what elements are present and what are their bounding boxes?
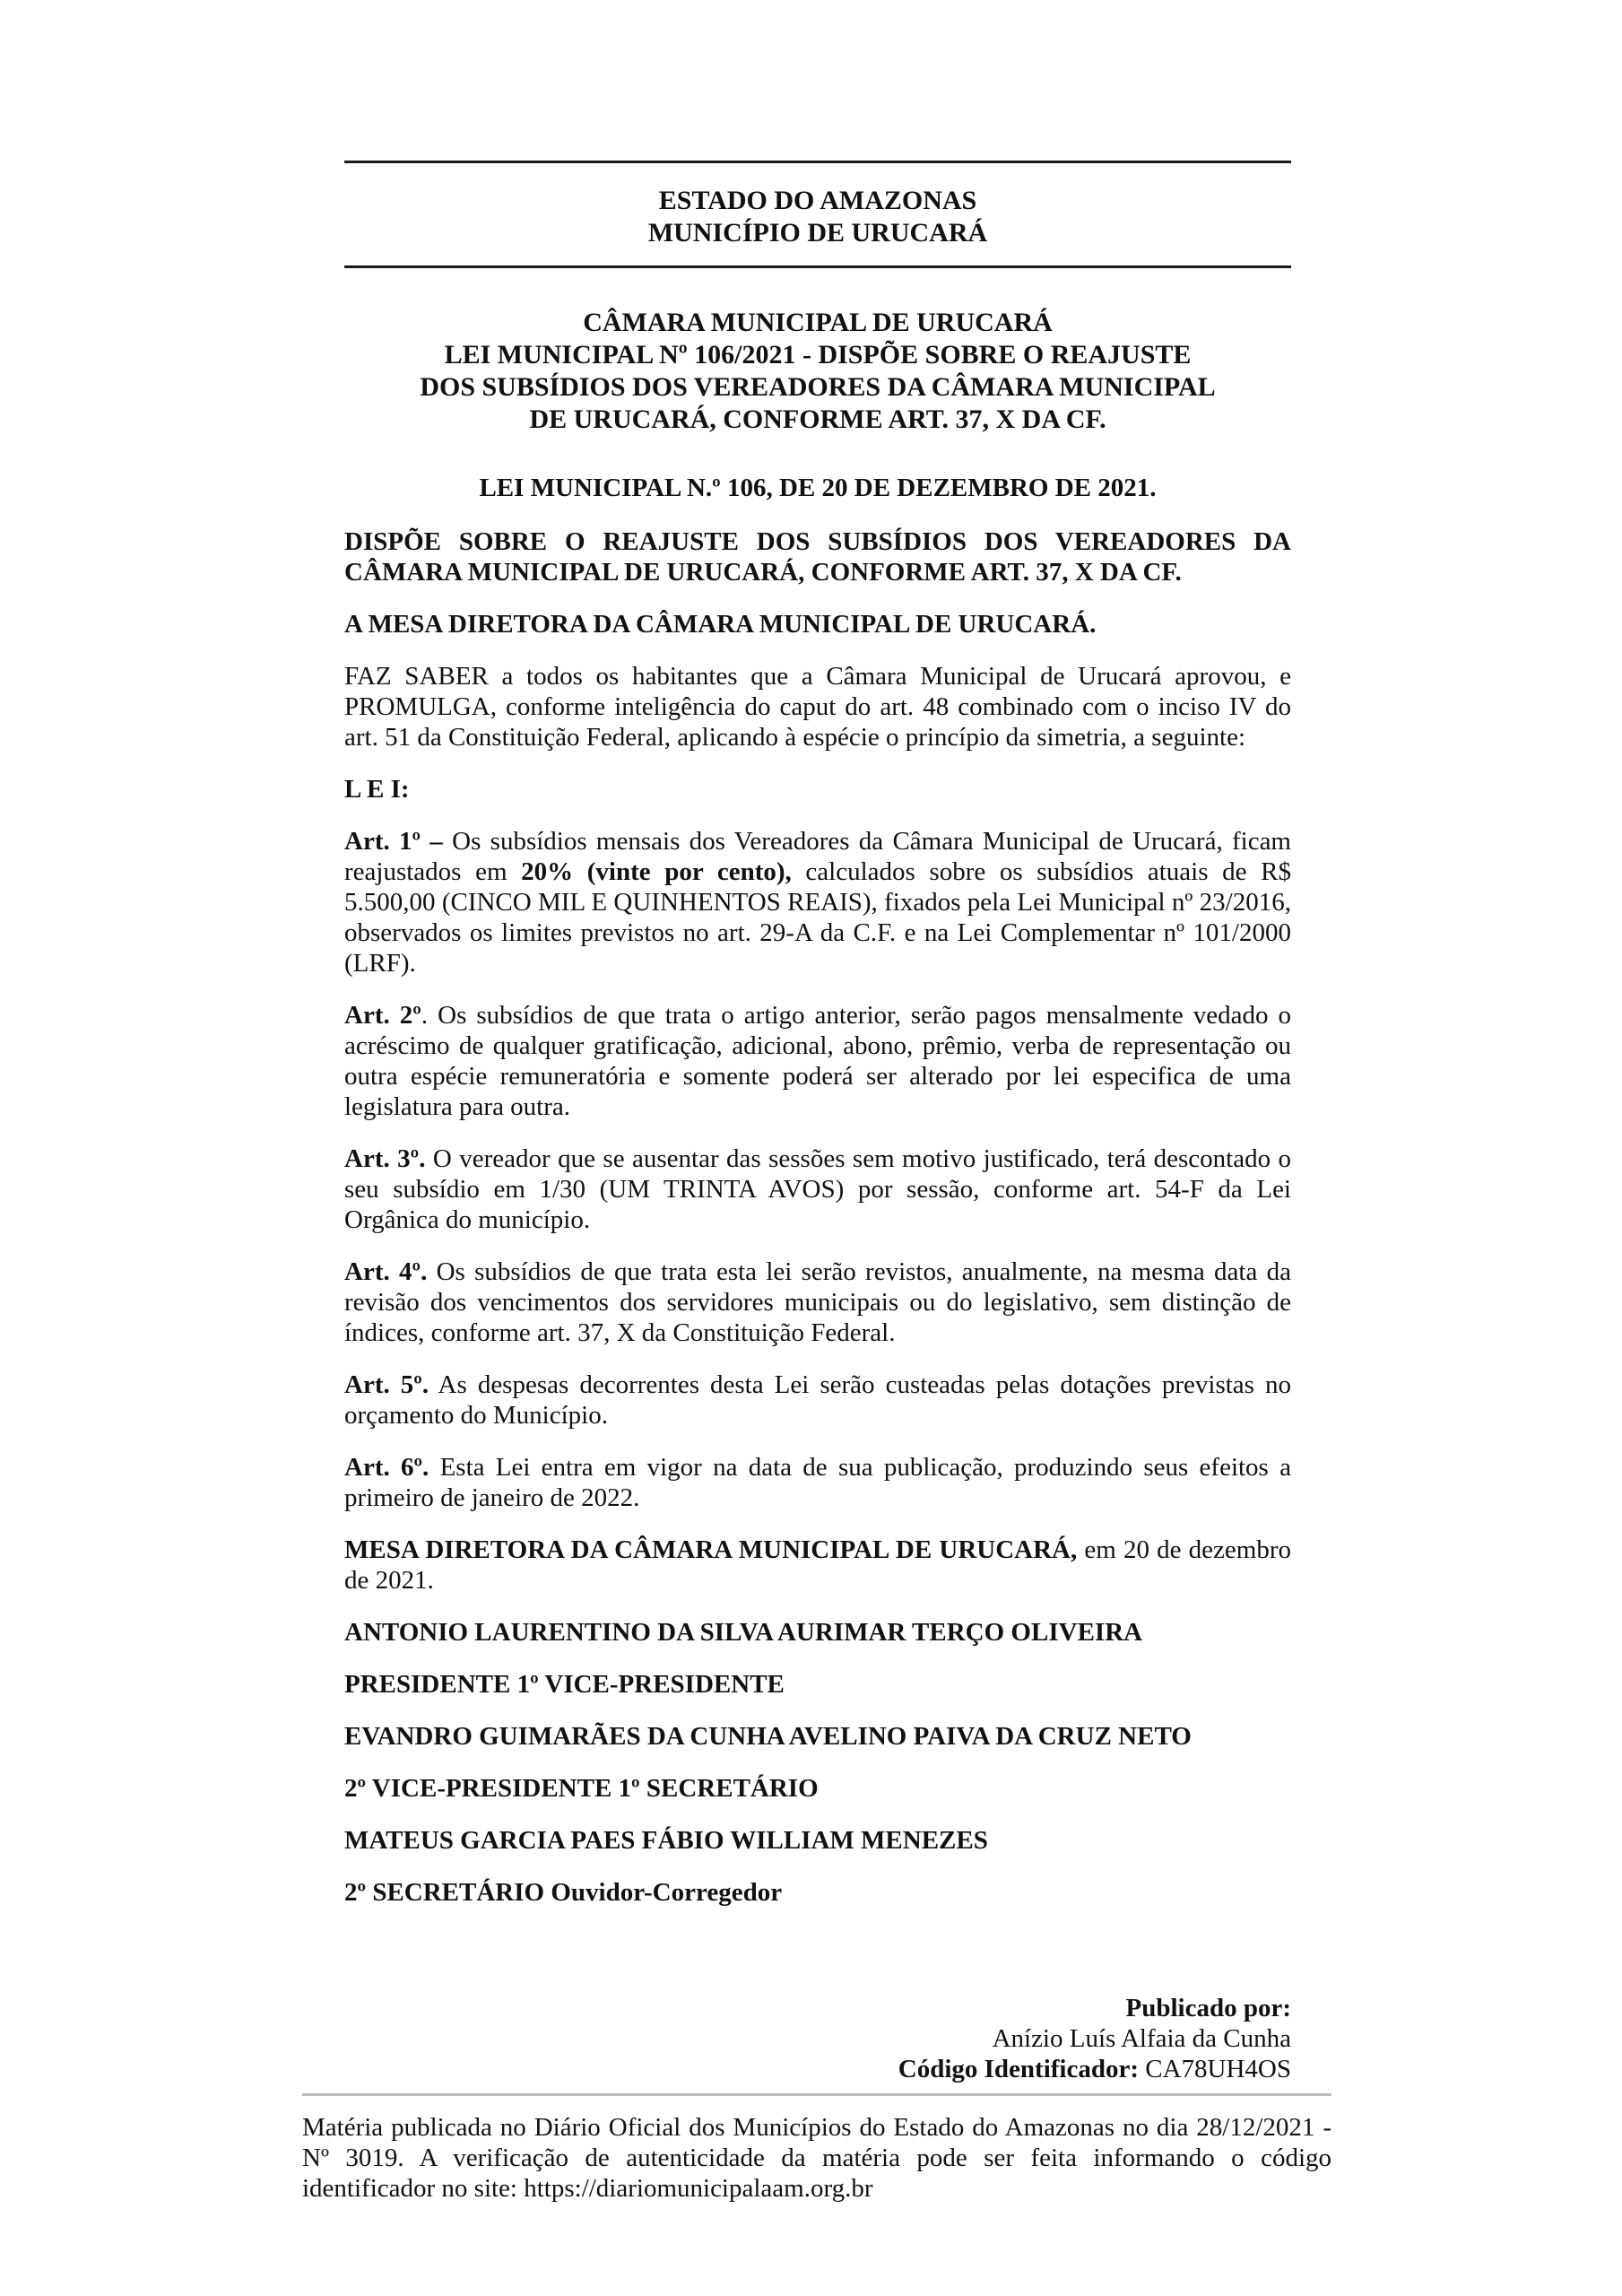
- article-5-label: Art. 5º.: [344, 1370, 429, 1399]
- article-3-label: Art. 3º.: [344, 1144, 426, 1173]
- article-6: [344, 1452, 1291, 1513]
- published-by-author: Anízio Luís Alfaia da Cunha: [992, 2024, 1291, 2053]
- identifier-code: CA78UH4OS: [1139, 2055, 1291, 2083]
- identifier-code-line: [344, 2054, 1291, 2084]
- closing-bold: MESA DIRETORA DA CÂMARA MUNICIPAL DE URUCARÁ,: [344, 1535, 1078, 1564]
- header-state-block: [344, 185, 1291, 249]
- header-law-block: [344, 307, 1291, 436]
- footer-note: Matéria publicada no Diário Oficial dos Municípios do Estado do Amazonas no dia 28/12/2021 - Nº 3019. A verificação de autenticidade da matéria pode ser feita informando o código identificador no site: https://diariomunicipalaam.org.br: [302, 2113, 1331, 2203]
- signature-line-4: 2º VICE-PRESIDENTE 1º SECRETÁRIO: [344, 1774, 819, 1803]
- article-1-label: Art. 1º –: [344, 827, 443, 856]
- signature-line-2: PRESIDENTE 1º VICE-PRESIDENTE: [344, 1670, 785, 1699]
- closing-text: em 20 de dezembro de 2021.: [344, 1535, 1291, 1595]
- article-6-text: Esta Lei entra em vigor na data de sua publicação, produzindo seus efeitos a primeiro de janeiro de 2022.: [344, 1453, 1291, 1512]
- article-4-label: Art. 4º.: [344, 1257, 428, 1286]
- law-title-line-1: LEI MUNICIPAL Nº 106/2021 - DISPÕE SOBRE O REAJUSTE: [444, 340, 1192, 370]
- article-5-text: As despesas decorrentes desta Lei serão custeadas pelas dotações previstas no orçamento do Município.: [344, 1370, 1291, 1430]
- article-6-label: Art. 6º.: [344, 1453, 429, 1482]
- article-2: [344, 1000, 1291, 1122]
- mesa-diretora: A MESA DIRETORA DA CÂMARA MUNICIPAL DE URUCARÁ.: [344, 610, 1097, 639]
- article-1-bold: 20% (vinte por cento),: [521, 857, 792, 886]
- signature-line-6: 2º SECRETÁRIO Ouvidor-Corregedor: [344, 1878, 783, 1907]
- publication-block: [344, 1993, 1291, 2084]
- law-number: LEI MUNICIPAL N.º 106, DE 20 DE DEZEMBRO DE 2021.: [479, 474, 1157, 502]
- lei-label: L E I:: [344, 775, 410, 804]
- article-3: [344, 1144, 1291, 1235]
- article-2-label: Art. 2º: [344, 1001, 421, 1030]
- middle-rule: [344, 265, 1291, 268]
- article-4-text: Os subsídios de que trata esta lei serão revistos, anualmente, na mesma data da revisão dos vencimentos dos servidores municipais ou do legislativo, sem distinção de índices, conforme art. 37, X da Constituição Federal.: [344, 1257, 1291, 1347]
- law-title-line-3: DE URUCARÁ, CONFORME ART. 37, X DA CF.: [529, 404, 1106, 434]
- ementa: DISPÕE SOBRE O REAJUSTE DOS SUBSÍDIOS DOS VEREADORES DA CÂMARA MUNICIPAL DE URUCARÁ, CONFORME ART. 37, X DA CF.: [344, 527, 1291, 587]
- state-name: ESTADO DO AMAZONAS: [658, 186, 977, 215]
- signature-line-1: ANTONIO LAURENTINO DA SILVA AURIMAR TERÇO OLIVEIRA: [344, 1618, 1143, 1647]
- footer-rule: [302, 2093, 1331, 2096]
- article-3-text: O vereador que se ausentar das sessões sem motivo justificado, terá descontado o seu subsídio em 1/30 (UM TRINTA AVOS) por sessão, conforme art. 54-F da Lei Orgânica do município.: [344, 1144, 1291, 1234]
- article-4: [344, 1257, 1291, 1348]
- article-2-text: . Os subsídios de que trata o artigo anterior, serão pagos mensalmente vedado o acréscimo de qualquer gratificação, adicional, abono, prêmio, verba de representação ou outra espécie remuneratória e somente poderá ser alterado por lei especifica de uma legislatura para outra.: [344, 1001, 1292, 1121]
- municipality-name: MUNICÍPIO DE URUCARÁ: [647, 218, 988, 248]
- faz-saber-paragraph: FAZ SABER a todos os habitantes que a Câmara Municipal de Urucará aprovou, e PROMULGA, conforme inteligência do caput do art. 48 combinado com o inciso IV do art. 51 da Constituição Federal, aplicando à espécie o princípio da simetria, a seguinte:: [344, 662, 1291, 752]
- article-5: [344, 1370, 1291, 1431]
- signature-line-5: MATEUS GARCIA PAES FÁBIO WILLIAM MENEZES: [344, 1826, 988, 1855]
- law-content: [344, 473, 1291, 1908]
- closing-statement: [344, 1535, 1291, 1596]
- law-title-line-2: DOS SUBSÍDIOS DOS VEREADORES DA CÂMARA MUNICIPAL: [420, 372, 1216, 402]
- identifier-code-label: Código Identificador:: [898, 2055, 1139, 2083]
- article-1-text-b: calculados sobre os subsídios atuais de R$ 5.500,00 (CINCO MIL E QUINHENTOS REAIS), fixados pela Lei Municipal nº 23/2016, observados os limites previstos no art. 29-A da C.F. e na Lei Complementar nº 101/2000 (LRF).: [344, 857, 1291, 978]
- top-rule: [344, 161, 1291, 163]
- article-1: [344, 826, 1291, 978]
- chamber-name: CÂMARA MUNICIPAL DE URUCARÁ: [583, 308, 1053, 337]
- published-by-label: Publicado por:: [1125, 1994, 1291, 2022]
- signature-line-3: EVANDRO GUIMARÃES DA CUNHA AVELINO PAIVA DA CRUZ NETO: [344, 1722, 1192, 1751]
- article-1-text-a: Os subsídios mensais dos Vereadores da Câmara Municipal de Urucará, ficam reajustados em: [344, 827, 1291, 886]
